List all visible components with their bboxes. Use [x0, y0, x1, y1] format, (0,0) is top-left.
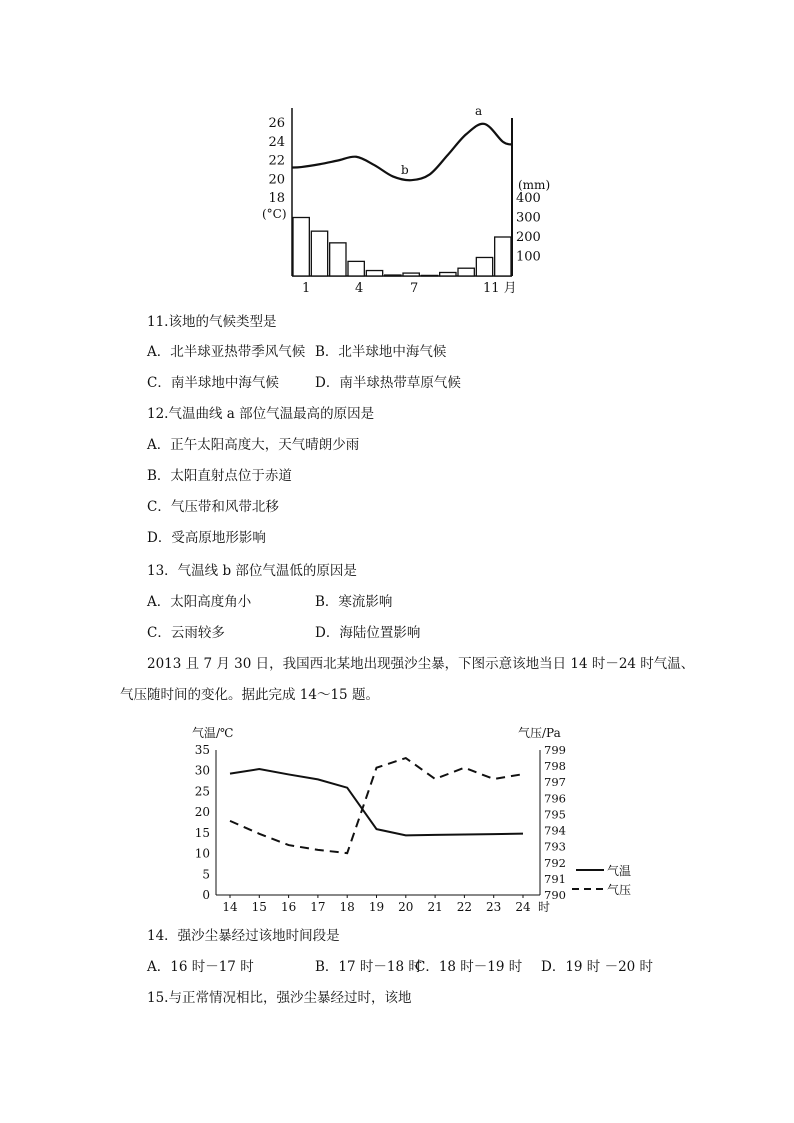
- month-tick-label: 1: [302, 281, 311, 296]
- hour-tick-label: 21: [427, 900, 443, 914]
- climate-chart: [0, 0, 794, 300]
- question-14-option-c: C．18 时－19 时: [415, 959, 523, 975]
- question-11-stem: 11.该地的气候类型是: [147, 314, 277, 330]
- curve-point-b-label: b: [401, 163, 409, 177]
- question-13-option-c: C．云雨较多: [147, 625, 225, 641]
- pressure-tick-label: 798: [544, 759, 566, 774]
- pressure-tick-label: 794: [544, 823, 566, 838]
- question-12-stem: 12.气温曲线 a 部位气温最高的原因是: [147, 406, 375, 422]
- pressure-tick-label: 792: [544, 855, 566, 870]
- question-14-option-a: A．16 时－17 时: [147, 959, 254, 975]
- pressure-tick-label: 795: [544, 807, 566, 822]
- question-13-stem: 13．气温线 b 部位气温低的原因是: [147, 563, 357, 579]
- hour-tick-label: 18: [339, 900, 355, 914]
- temperature-tick-label: 25: [194, 784, 210, 799]
- month-tick-label: 7: [410, 281, 419, 296]
- precipitation-bar: [366, 271, 382, 276]
- pressure-tick-label: 796: [544, 791, 566, 806]
- temperature-tick-label: 10: [194, 846, 210, 861]
- month-tick-label: 11 月: [483, 281, 517, 296]
- temperature-tick-label: 5: [202, 867, 210, 882]
- question-13-option-a: A．太阳高度角小: [147, 594, 252, 610]
- precipitation-bar: [476, 257, 492, 276]
- intro-line-2: 气压随时间的变化。据此完成 14～15 题。: [120, 687, 379, 703]
- hour-tick-label: 20: [398, 900, 414, 914]
- hour-tick-label: 16: [280, 900, 297, 914]
- hour-tick-label: 22: [456, 900, 473, 914]
- question-14-option-d: D．19 时 －20 时: [541, 959, 654, 975]
- hour-tick-label: 17: [310, 900, 326, 914]
- pressure-tick-label: 799: [544, 743, 566, 757]
- temperature-tick-label: 20: [268, 172, 285, 188]
- temperature-tick-label: 20: [194, 805, 210, 820]
- question-12-option-d: D．受高原地形影响: [147, 530, 266, 546]
- temperature-tick-label: 18: [268, 191, 285, 206]
- temperature-tick-label: 26: [268, 116, 285, 131]
- question-13-option-d: D．海陆位置影响: [315, 625, 421, 641]
- hour-unit-label: 时: [538, 900, 551, 914]
- question-14-stem: 14．强沙尘暴经过该地时间段是: [147, 928, 340, 944]
- hour-tick-label: 15: [251, 900, 267, 914]
- legend-temperature-label: 气温: [607, 864, 632, 878]
- month-tick-label: 4: [355, 281, 364, 296]
- question-14-option-b: B．17 时－18 时: [315, 959, 422, 975]
- precipitation-bar: [440, 272, 456, 276]
- precipitation-bar: [403, 273, 419, 276]
- temperature-tick-label: 22: [268, 153, 285, 169]
- question-11-option-a: A．北半球亚热带季风气候: [147, 344, 306, 360]
- right-axis-title: 气压/Pa: [518, 726, 561, 740]
- precipitation-bar: [495, 237, 511, 276]
- pressure-tick-label: 797: [544, 775, 566, 790]
- pressure-tick-label: 791: [544, 871, 566, 886]
- precipitation-bar: [421, 275, 437, 276]
- legend-pressure-label: 气压: [607, 883, 632, 897]
- pressure-tick-label: 790: [544, 888, 566, 902]
- precipitation-bar: [311, 231, 327, 276]
- temperature-tick-label: 30: [194, 763, 210, 778]
- precipitation-tick-label: 200: [516, 230, 541, 245]
- question-11-option-b: B．北半球地中海气候: [315, 344, 447, 360]
- precipitation-bar: [293, 218, 309, 277]
- pressure-tick-label: 793: [544, 839, 566, 854]
- temperature-tick-label: 24: [268, 134, 285, 150]
- temperature-tick-label: 0: [202, 888, 210, 902]
- curve-point-a-label: a: [475, 104, 483, 118]
- hour-tick-label: 23: [486, 900, 502, 914]
- question-11-option-c: C．南半球地中海气候: [147, 375, 279, 391]
- question-15-stem: 15.与正常情况相比，强沙尘暴经过时，该地: [147, 990, 412, 1006]
- left-axis-title: 气温/℃: [192, 726, 234, 740]
- temperature-tick-label: 15: [194, 825, 210, 840]
- question-12-option-b: B．太阳直射点位于赤道: [147, 468, 292, 484]
- temperature-tick-label: 35: [194, 743, 210, 757]
- precipitation-bar: [385, 275, 401, 276]
- question-13-option-b: B．寒流影响: [315, 594, 393, 610]
- question-12-option-a: A．正午太阳高度大，天气晴朗少雨: [147, 437, 360, 453]
- temp-pressure-chart: [0, 720, 794, 920]
- question-11-option-d: D．南半球热带草原气候: [315, 375, 461, 391]
- precipitation-tick-label: 100: [516, 249, 541, 265]
- precipitation-bar: [348, 261, 364, 276]
- hour-tick-label: 14: [222, 900, 238, 914]
- precipitation-tick-label: 300: [516, 210, 541, 226]
- precipitation-bar: [458, 268, 474, 276]
- precipitation-unit-label: (mm): [518, 178, 551, 192]
- precipitation-tick-label: 400: [516, 191, 541, 206]
- precipitation-bar: [330, 243, 346, 276]
- question-12-option-c: C．气压带和风带北移: [147, 499, 279, 515]
- hour-tick-label: 19: [368, 900, 385, 914]
- temperature-line: [230, 769, 523, 835]
- hour-tick-label: 24: [515, 900, 531, 914]
- temperature-unit-label: (°C): [262, 207, 287, 221]
- intro-line-1: 2013 且 7 月 30 日，我国西北某地出现强沙尘暴，下图示意该地当日 14 时－24 时气温、: [147, 656, 695, 672]
